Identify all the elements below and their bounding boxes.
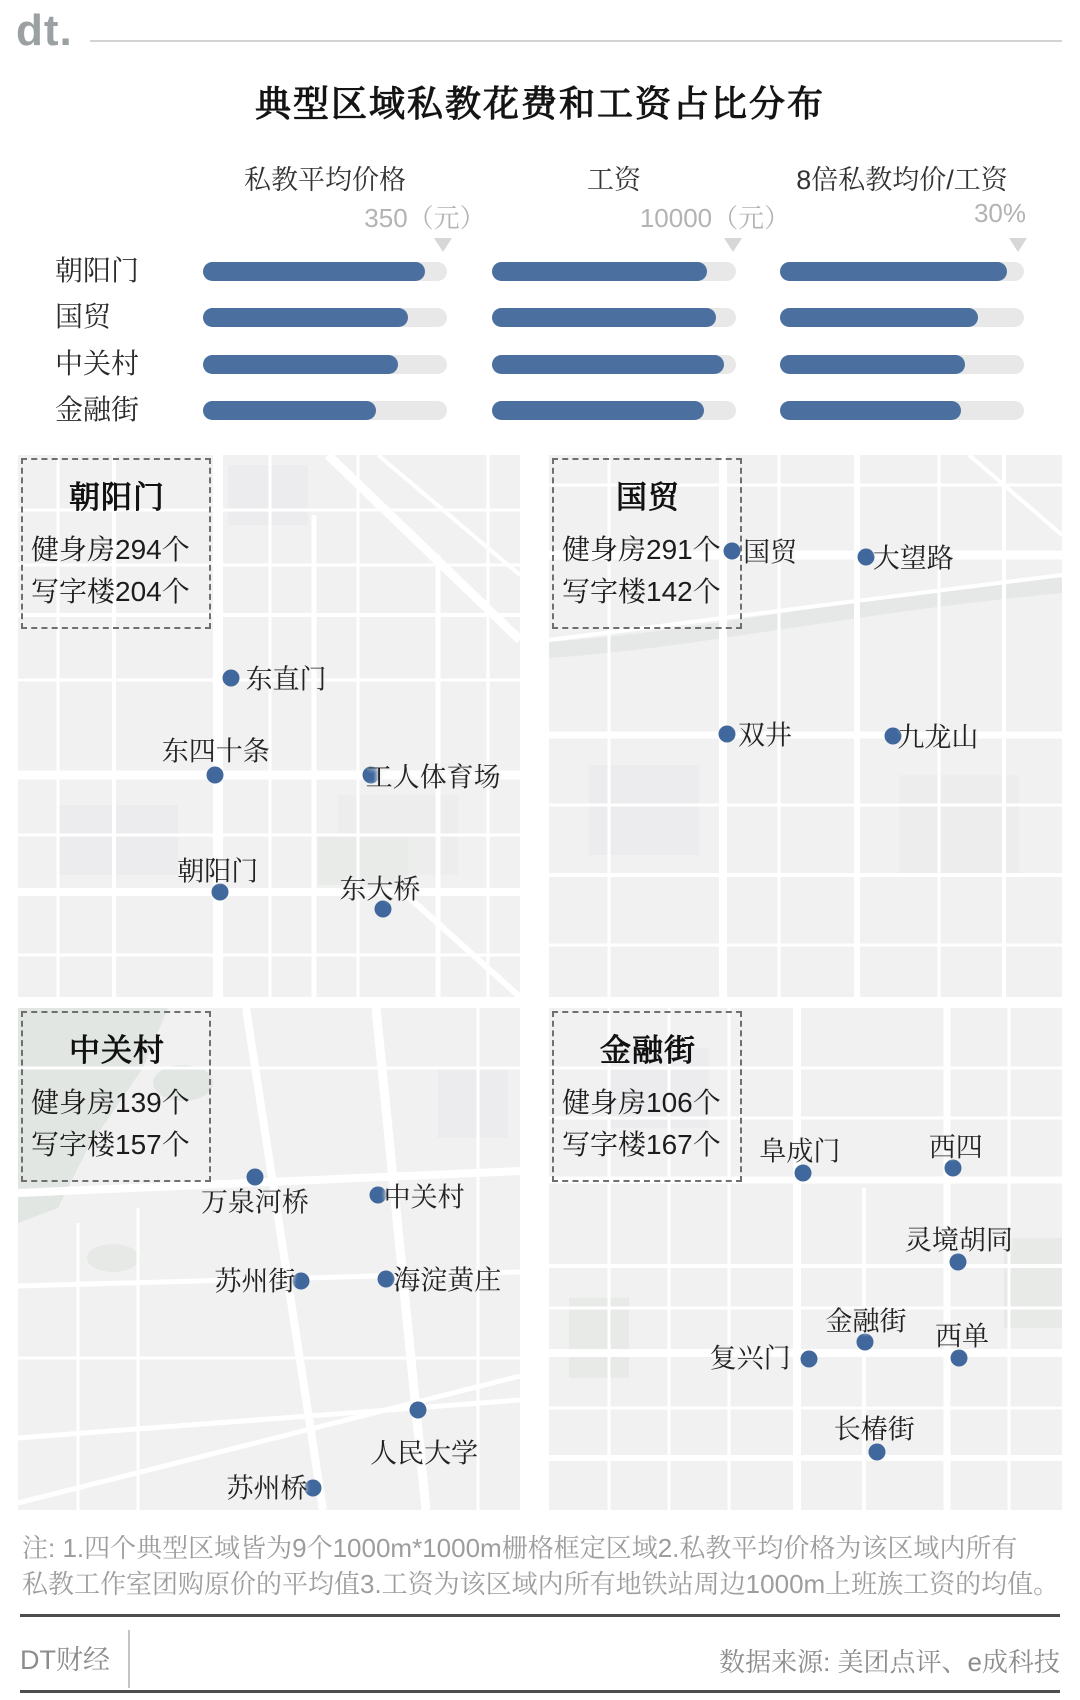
station-dot-icon <box>410 1402 427 1419</box>
station-label: 阜成门 <box>759 1136 841 1167</box>
bar-fill-price <box>203 262 425 281</box>
bar-track-ratio <box>780 355 1024 374</box>
bar-fill-salary <box>492 401 704 420</box>
region-name: 国贸 <box>616 480 680 515</box>
bar-track-salary <box>492 308 736 327</box>
station-label: 苏州街 <box>214 1266 296 1297</box>
footnote <box>22 1530 1060 1602</box>
region-name: 中关村 <box>69 1033 165 1068</box>
bar-track-ratio <box>780 308 1024 327</box>
region-label: 国贸 <box>55 301 112 333</box>
station-label: 苏州桥 <box>226 1473 308 1504</box>
station-label: 西单 <box>934 1321 989 1352</box>
map-chaoyangmen <box>18 455 520 997</box>
station-label: 金融街 <box>825 1306 907 1337</box>
map-jinrongjie <box>549 1008 1062 1510</box>
station-label: 工人体育场 <box>365 762 501 793</box>
bar-chart-row <box>0 255 1080 286</box>
region-name: 朝阳门 <box>69 480 165 515</box>
gym-count: 健身房139个 <box>31 1087 190 1118</box>
office-count: 写字楼204个 <box>31 576 190 607</box>
axis-max-price: 350（元） <box>364 203 486 233</box>
brand-name: DT财经 <box>20 1645 110 1675</box>
region-info-box <box>552 458 742 629</box>
station-label: 人民大学 <box>370 1438 479 1469</box>
column-header-salary: 工资 <box>587 165 641 195</box>
column-header-price: 私教平均价格 <box>244 165 406 195</box>
bar-track-salary <box>492 355 736 374</box>
station-label: 万泉河桥 <box>200 1187 309 1218</box>
footnote-line: 私教工作室团购原价的平均值3.工资为该区域内所有地铁站周边1000m上班族工资的均值。 <box>22 1569 1060 1599</box>
station-label: 海淀黄庄 <box>393 1265 502 1296</box>
bar-track-salary <box>492 262 736 281</box>
station-dot-icon <box>377 1271 394 1288</box>
station-label: 大望路 <box>872 543 954 574</box>
bar-fill-ratio <box>780 308 978 327</box>
station-dot-icon <box>222 669 239 686</box>
axis-max-ratio: 30% <box>973 198 1027 228</box>
dt-logo: dt. <box>16 6 73 55</box>
office-count: 写字楼142个 <box>562 576 721 607</box>
footnote-line: 注: 1.四个典型区域皆为9个1000m*1000m栅格框定区域2.私教平均价格为该区域内所有 <box>22 1533 1018 1563</box>
station-label: 西四 <box>928 1132 983 1163</box>
region-label: 金融街 <box>55 393 140 425</box>
station-label: 东大桥 <box>339 874 421 905</box>
bar-fill-ratio <box>780 355 965 374</box>
region-name: 金融街 <box>600 1033 696 1068</box>
gym-count: 健身房291个 <box>562 534 721 565</box>
station-label: 复兴门 <box>709 1343 791 1374</box>
bar-fill-salary <box>492 355 724 374</box>
footer-rule <box>20 1614 1060 1617</box>
footer-divider <box>128 1630 130 1688</box>
bar-track-ratio <box>780 262 1024 281</box>
data-source: 数据来源: 美团点评、e成科技 <box>719 1647 1060 1677</box>
map-guomao <box>549 455 1062 997</box>
station-label: 东四十条 <box>161 736 270 767</box>
axis-marker-triangle-icon <box>434 238 452 252</box>
bar-track-price <box>203 401 447 420</box>
station-label: 双井 <box>737 720 792 751</box>
region-info-box <box>552 1011 742 1182</box>
bar-track-price <box>203 308 447 327</box>
bar-fill-ratio <box>780 262 1007 281</box>
bar-fill-price <box>203 355 398 374</box>
column-header-ratio: 8倍私教均价/工资 <box>796 165 1008 195</box>
axis-marker-triangle-icon <box>724 238 742 252</box>
bar-track-price <box>203 262 447 281</box>
bar-track-salary <box>492 401 736 420</box>
office-count: 写字楼167个 <box>562 1129 721 1160</box>
station-label: 长椿街 <box>833 1414 915 1445</box>
station-label: 中关村 <box>383 1182 465 1213</box>
bar-chart-row <box>0 301 1080 333</box>
station-label: 东直门 <box>245 664 327 695</box>
region-info-box <box>21 458 211 629</box>
axis-marker-triangle-icon <box>1009 238 1027 252</box>
bar-fill-salary <box>492 308 716 327</box>
station-label: 九龙山 <box>897 722 979 753</box>
region-label: 中关村 <box>55 347 140 379</box>
footer-rule <box>20 1690 1060 1693</box>
bar-fill-salary <box>492 262 707 281</box>
station-dot-icon <box>206 766 223 783</box>
bar-fill-price <box>203 308 408 327</box>
gym-count: 健身房106个 <box>562 1087 721 1118</box>
bar-chart-row <box>0 393 1080 425</box>
station-label: 国贸 <box>743 537 798 568</box>
bar-fill-price <box>203 401 376 420</box>
bar-chart-row <box>0 347 1080 379</box>
axis-max-salary: 10000（元） <box>639 203 791 233</box>
bar-track-ratio <box>780 401 1024 420</box>
office-count: 写字楼157个 <box>31 1129 190 1160</box>
page-title: 典型区域私教花费和工资占比分布 <box>254 83 825 124</box>
gym-count: 健身房294个 <box>31 534 190 565</box>
station-dot-icon <box>801 1350 818 1367</box>
region-label: 朝阳门 <box>55 255 140 286</box>
bar-fill-ratio <box>780 401 961 420</box>
station-dot-icon <box>719 726 736 743</box>
header-divider-line <box>90 40 1062 42</box>
station-label: 灵境胡同 <box>904 1225 1013 1256</box>
map-zhongguancun <box>18 1008 520 1510</box>
bar-track-price <box>203 355 447 374</box>
region-info-box <box>21 1011 211 1182</box>
station-label: 朝阳门 <box>177 856 259 887</box>
